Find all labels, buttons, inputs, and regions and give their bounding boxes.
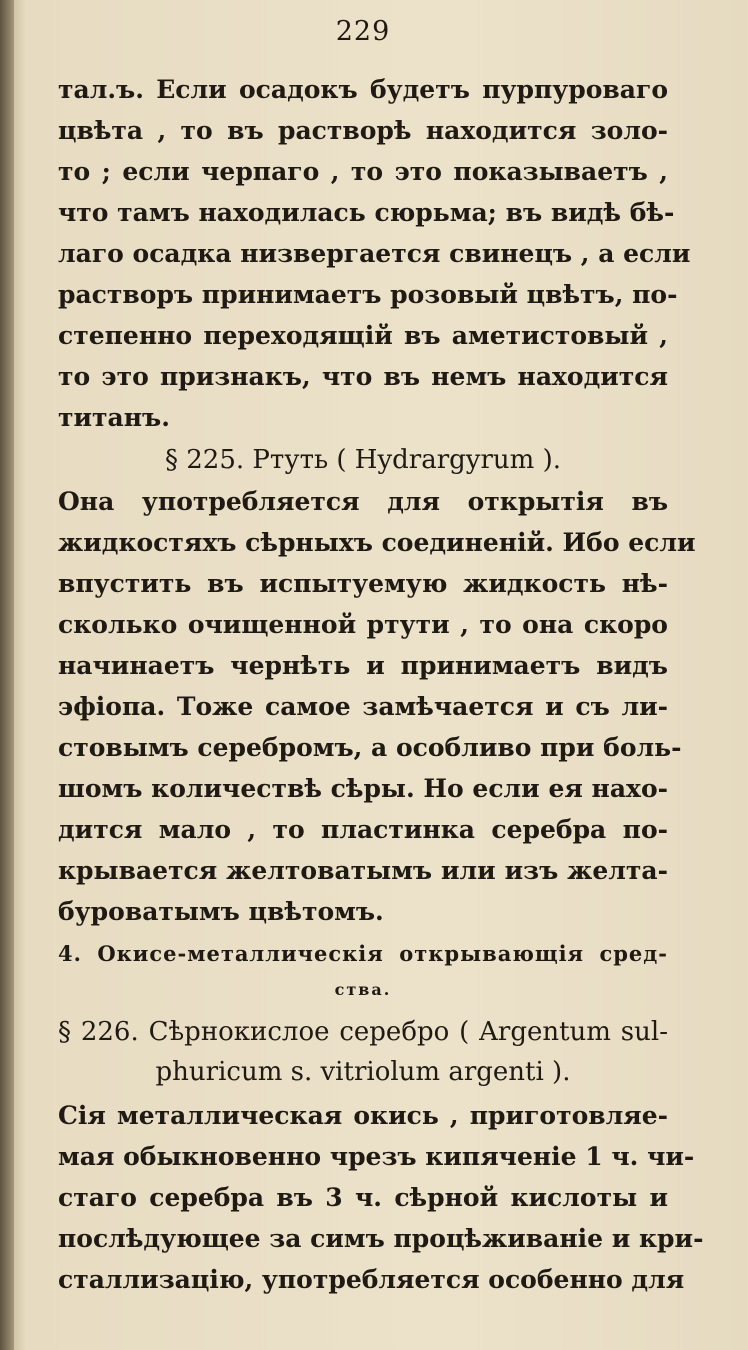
- section-heading-226: § 226. Сѣрнокислое серебро ( Argentum sul-: [58, 1017, 668, 1047]
- text-line: впустить въ испытуемую жидкость нѣ-: [58, 569, 668, 598]
- text-line: сколько очищенной ртути , то она скоро: [58, 610, 668, 639]
- subsection-heading: 4. Окисе-металлическія открывающія сред-: [58, 941, 668, 966]
- section-heading-226-cont: phuricum s. vitriolum argenti ).: [155, 1057, 571, 1087]
- section-heading-225: § 225. Ртуть ( Hydrargyrum ).: [164, 445, 561, 475]
- text-line: мая обыкновенно чрезъ кипяченіе 1 ч. чи-: [58, 1142, 695, 1171]
- text-line: тал.ъ. Если осадокъ будетъ пурпуроваго: [58, 75, 668, 104]
- text-line: стаго серебра въ 3 ч. сѣрной кислоты и: [58, 1183, 668, 1212]
- subsection-heading-cont: ства.: [334, 980, 392, 999]
- text-line: Она употребляется для открытія въ: [58, 487, 668, 516]
- text-line: эфіопа. Тоже самое замѣчается и съ ли-: [58, 692, 668, 721]
- text-line: жидкостяхъ сѣрныхъ соединеній. Ибо если: [58, 528, 696, 557]
- text-line: степенно переходящій въ аметистовый ,: [58, 321, 668, 350]
- page-number: 229: [335, 16, 391, 47]
- text-line: то это признакъ, что въ немъ находится: [58, 362, 668, 391]
- text-line: послѣдующее за симъ процѣживаніе и кри-: [58, 1224, 704, 1253]
- text-line: то ; если черпаго , то это показываетъ ,: [58, 157, 668, 186]
- text-line: начинаетъ чернѣть и принимаетъ видъ: [58, 651, 668, 680]
- text-line: крывается желтоватымъ или изъ желта-: [58, 856, 668, 885]
- book-spine-shadow: [0, 0, 14, 1350]
- text-line: что тамъ находилась сюрьма; въ видѣ бѣ-: [58, 198, 675, 227]
- text-line: цвѣта , то въ растворѣ находится золо-: [58, 116, 668, 145]
- text-line: растворъ принимаетъ розовый цвѣтъ, по-: [58, 280, 678, 309]
- text-line: стовымъ серебромъ, а особливо при боль-: [58, 733, 682, 762]
- text-line: Сія металлическая окись , приготовляе-: [58, 1101, 668, 1130]
- text-line: сталлизацію, употребляется особенно для: [58, 1265, 685, 1294]
- text-line: дится мало , то пластинка серебра по-: [58, 815, 668, 844]
- text-line: шомъ количествѣ сѣры. Но если ея нахо-: [58, 774, 668, 803]
- text-line: лаго осадка низвергается свинецъ , а если: [58, 239, 691, 268]
- text-line: буроватымъ цвѣтомъ.: [58, 897, 384, 926]
- text-line: титанъ.: [58, 403, 170, 432]
